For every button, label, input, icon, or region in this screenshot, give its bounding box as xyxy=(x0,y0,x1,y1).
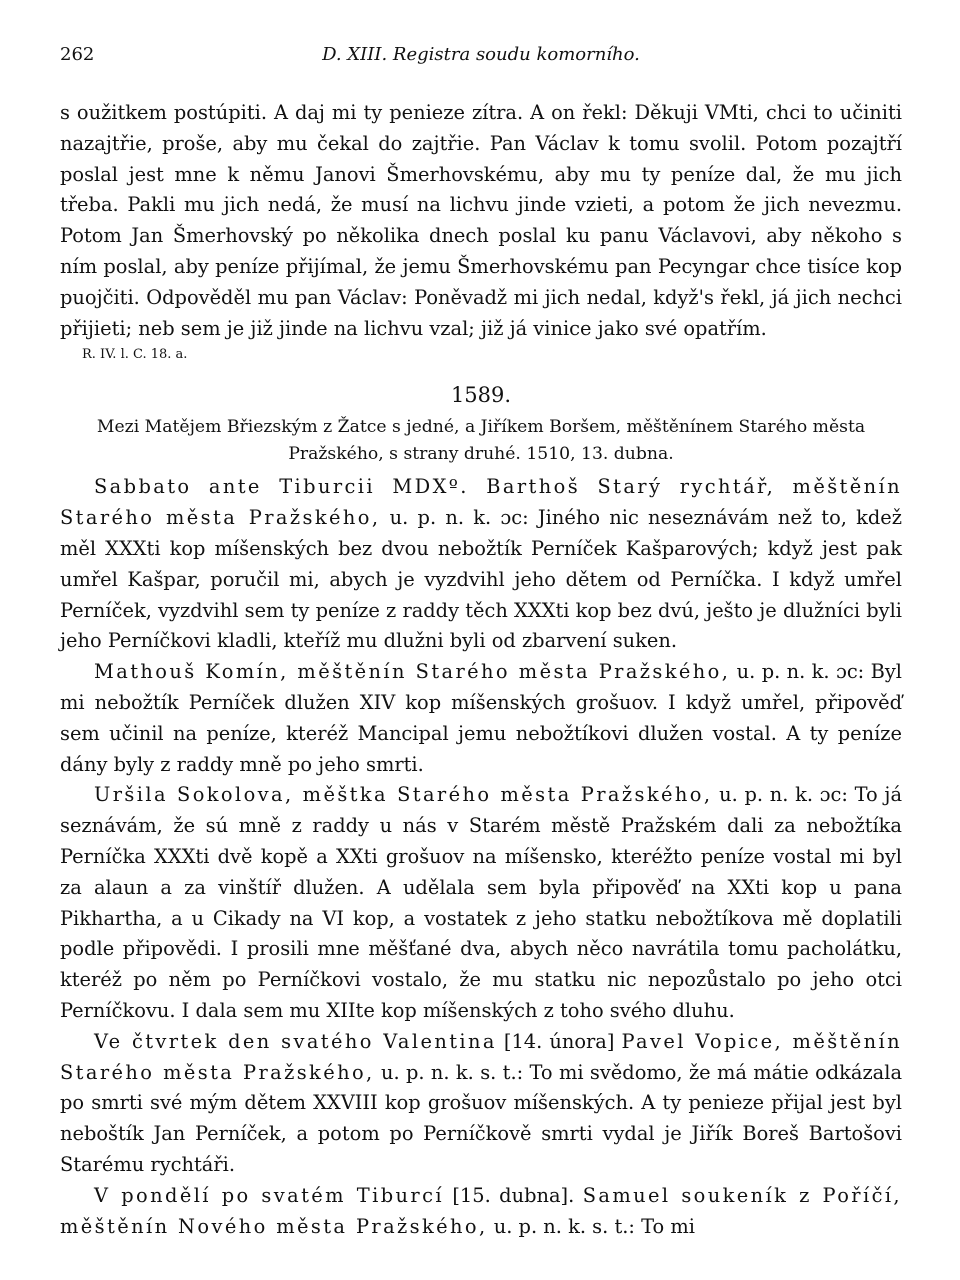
page-header xyxy=(60,44,902,78)
paragraph-continuation: s oužitkem postúpiti. A daj mi ty penieze zítra. A on řekl: Děkuji VMti, chci to učiniti nazajtřie, proše, aby mu čekal do zajtřie. Pan Václav k tomu svolil. Potom pozajtří poslal jest mne k němu Janovi Šmerhovskému, aby mu ty peníze dal, že mu jich třeba. Pakli mu jich nedá, že musí na lichvu jinde vzieti, a potom že jich nevezmu. Potom Jan Šmerhovský po několika dnech poslal ku panu Václavovi, aby někoho s ním poslal, aby peníze přijímal, že jemu Šmerhovskému pan Pecyngar chce tisíce kop puojčiti. Odpověděl mu pan Václav: Poněvadž mi jich nedal, když's řekl, já jich nechci přijieti; neb sem je již jinde na lichvu vzal; již já vinice jako své opatřím. xyxy=(60,101,902,340)
document-abstract: Mezi Matějem Břiezským z Žatce s jedné, a Jiříkem Boršem, měštěnínem Starého města Pražského, s strany druhé. 1510, 13. dubna. xyxy=(96,417,866,465)
document-number: 1589. xyxy=(450,383,512,408)
testimony-mathous xyxy=(60,657,902,780)
testimony-text: u. p. n. k. ɔc: Jiného nic neseznávám než to, kdež měl XXXti kop míšenských bez dvou nebožtík Perníček Kašparových; když jest pak umřel Kašpar, poručil mi, abych je vyzdvihl jeho dětem od Perníčka. I když umřel Perníček, vyzdvihl sem ty peníze z raddy těch XXXti kop bez dvú, ješto je dlužníci byli jeho Perníčkovi kladli, kteříž mu dlužni byli od zbarvení suken. xyxy=(60,506,902,653)
testimony-text: u. p. n. k. ɔc: Byl mi nebožtík Perníček dlužen XIV kop míšenských grošuov. I když umřel, připověď sem učinil na peníze, kteréž Mancipal jemu nebožtíkovi dlužen vostal. A ty peníze dány byly z raddy mně po jeho smrti. xyxy=(60,660,902,776)
date-spaced: Ve čtvrtek den svatého Valentina xyxy=(94,1029,497,1053)
page-number: 262 xyxy=(60,44,95,65)
testimony-samuel xyxy=(60,1181,902,1243)
date-spaced: V pondělí po svatém Tiburcí xyxy=(94,1183,444,1207)
body-text xyxy=(60,98,902,1242)
testimony-pavel xyxy=(60,1027,902,1181)
testimony-bartos xyxy=(60,472,902,657)
testimony-opening-spaced: Uršila Sokolova, měštka Starého města Pražského, xyxy=(94,783,713,807)
testimony-opening-spaced: Mathouš Komín, měštěnín Starého města Pražského, xyxy=(94,660,731,684)
archive-reference: R. IV. l. C. 18. a. xyxy=(82,347,188,363)
running-title: D. XIII. Registra soudu komorního. xyxy=(322,44,640,65)
testimony-opening-spaced: Sabbato ante Tiburcii MDXº. Barthoš Starý rychtář, měštěnín Starého města Pražského, xyxy=(60,475,902,530)
testimony-text: u. p. n. k. ɔc: To já seznávám, že sú mně z raddy u nás v Starém městě Pražském dali za nebožtíka Perníčka XXXti dvě kopě a XXti grošuov na míšensko, kteréžto peníze vostal mi byl za alaun a za vinštíř dlužen. A udělala sem byla připověď na XXti kop u pana Pikhartha, a u Cikady na VI kop, a vostatek z jeho statku nebožtíkova mě doplatili podle připovědi. I prosili mne měšťané dva, abych něco navrátila tomu pacholátku, kteréž po něm po Perníčkovi vostalo, že mu statku nic nepozůstalo po jeho otci Perníčkovu. I dala sem mu XIIte kop míšenských z toho svého dluhu. xyxy=(60,783,903,1022)
date-bracket: [14. února] xyxy=(496,1029,622,1053)
testimony-text: u. p. n. k. s. t.: To mi xyxy=(487,1214,695,1238)
witness-spaced: Samuel soukeník z Poříčí, měštěnín Nového města Pražského, xyxy=(60,1183,902,1238)
testimony-ursila xyxy=(60,780,902,1026)
witness-spaced: Pavel Vopice, měštěnín Starého města Pražského, xyxy=(60,1029,903,1084)
testimony-text: u. p. n. k. s. t.: To mi svědomo, že má mátie odkázala po smrti své mým dětem XXVIII kop grošuov míšenských. A ty penieze přijal jest byl neboštík Jan Perníček, a potom po Perníčkově smrti vydal je Jiřík Boreš Bartošovi Starému rychtáři. xyxy=(60,1060,903,1176)
date-bracket: [15. dubna]. xyxy=(443,1183,583,1207)
